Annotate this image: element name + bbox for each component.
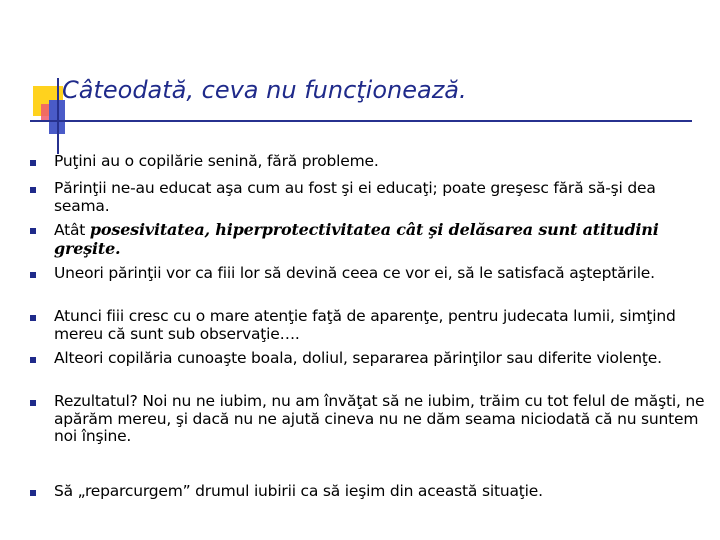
bullet-square-icon [30, 228, 36, 234]
bullet-square-icon [30, 490, 36, 496]
bullet-item-2 [30, 180, 714, 215]
bullet-text: Să „reparcurgem” drumul iubirii ca să ieşim din această situaţie. [54, 482, 543, 500]
bullet-item-1 [30, 153, 714, 171]
bullet-square-icon [30, 400, 36, 406]
bullet-text: Alteori copilăria cunoaşte boala, doliul, separarea părinţilor sau diferite violenţe. [54, 349, 662, 367]
bullet-text: Uneori părinţii vor ca fiii lor să devină ceea ce vor ei, să le satisfacă aşteptările. [54, 264, 655, 282]
bullet-square-icon [30, 272, 36, 278]
bullet-text [54, 221, 714, 258]
bullet-item-5 [30, 308, 714, 343]
bullet-text: Părinţii ne-au educat aşa cum au fost şi ei educaţi; poate greşesc fără să-şi dea seama. [54, 179, 656, 215]
bullet-square-icon [30, 160, 36, 166]
bullet-item-4 [30, 265, 714, 283]
bullet-square-icon [30, 315, 36, 321]
bullet-item-7 [30, 393, 714, 446]
bullet-prefix: Atât [54, 221, 90, 239]
bullet-text: Puţini au o copilărie senină, fără probleme. [54, 152, 379, 170]
bullet-text: Rezultatul? Noi nu ne iubim, nu am învăţat să ne iubim, trăim cu tot felul de măşti, ne apărăm mereu, şi dacă nu ne ajută cineva nu ne dăm seama niciodată că nu suntem noi înşine. [54, 392, 705, 445]
bullet-square-icon [30, 357, 36, 363]
bullet-item-6 [30, 350, 714, 368]
bullet-emphasis: posesivitatea, hiperprotectivitatea cât şi delăsarea sunt atitudini greşite. [54, 220, 659, 258]
slide-title: Câteodată, ceva nu funcţionează. [62, 76, 467, 104]
bullet-item-3 [30, 221, 714, 258]
bullet-square-icon [30, 187, 36, 193]
bullet-item-8 [30, 483, 714, 501]
bullet-text: Atunci fiii cresc cu o mare atenţie faţă de aparenţe, pentru judecata lumii, simţind mereu că sunt sub observaţie…. [54, 307, 676, 343]
